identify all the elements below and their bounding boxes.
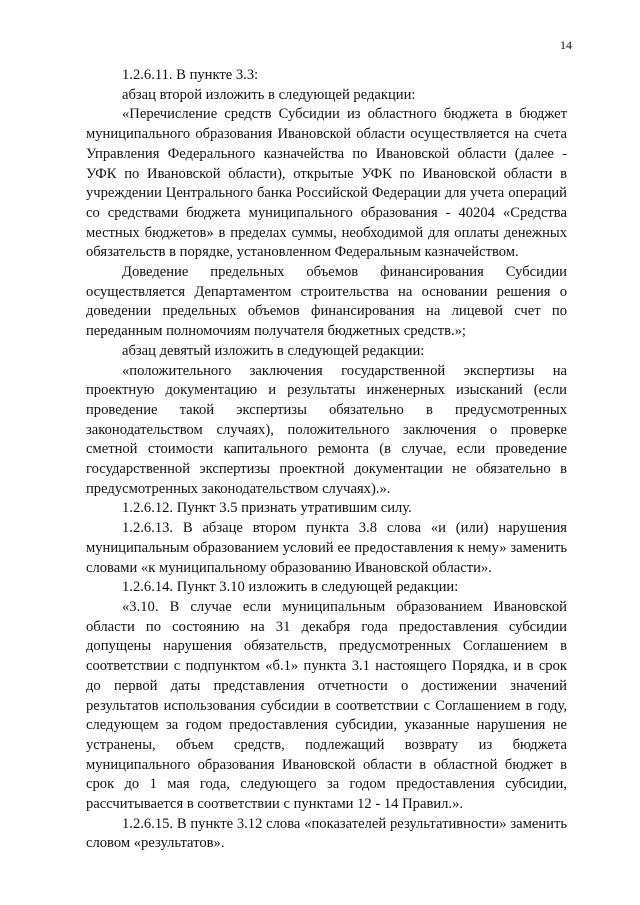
paragraph-point-3-10: «3.10. В случае если муниципальным образованием Ивановской области по состоянию на 31 декабря года предоставления субсидии допущены нарушения обязательств, предусмотренных Соглашением в соответствии с подпунктом «б.1» пункта 3.1 настоящего Порядка, и в срок до первой даты представления отчетности о достижении значений результатов использования субсидии в соответствии с Соглашением в году, следующем за годом предоставления субсидии, указанные нарушения не устранены, объем средств, подлежащий возврату из бюджета муниципального образования Ивановской области в областной бюджет в срок до 1 мая года, следующего за годом предоставления субсидии, рассчитывается в соответствии с пунктами 12 - 14 Правил.». <box>86 598 567 813</box>
paragraph-clause-1-2-6-12: 1.2.6.12. Пункт 3.5 признать утратившим силу. <box>122 500 412 517</box>
paragraph-financing-limits: Доведение предельных объемов финансирования Субсидии осуществляется Департаментом строительства на основании решения о доведении предельных объемов финансирования на лицевой счет по переданным полномочиям получателя бюджетных средств.»; <box>86 264 567 340</box>
page-number: 14 <box>560 38 572 52</box>
document-body <box>86 66 567 854</box>
paragraph-clause-1-2-6-11: 1.2.6.11. В пункте 3.3: <box>122 67 259 83</box>
paragraph-expertise-conclusion: «положительного заключения государственной экспертизы на проектную документацию и результаты инженерных изысканий (если проведение такой экспертизы обязательно в предусмотренных законодательством случаях), положительного заключения о проверке сметной стоимости капитального ремонта (в случае, если проведение государственной экспертизы проектной документации не обязательно в предусмотренных законодательством случаях).». <box>86 362 567 497</box>
paragraph-clause-1-2-6-13: 1.2.6.13. В абзаце втором пункта 3.8 слова «и (или) нарушения муниципальным образованием условий ее предоставления к нему» заменить словами «к муниципальному образованию Ивановской области». <box>86 520 567 576</box>
paragraph-clause-1-2-6-14: 1.2.6.14. Пункт 3.10 изложить в следующей редакции: <box>122 579 459 596</box>
paragraph-clause-1-2-6-15: 1.2.6.15. В пункте 3.12 слова «показателей результативности» заменить словом «результатов». <box>86 815 567 852</box>
paragraph-subsidy-transfer: «Перечисление средств Субсидии из областного бюджета в бюджет муниципального образования Ивановской области осуществляется на счета Управления Федерального казначейства по Ивановской области (далее - УФК по Ивановской области), открытые УФК по Ивановской области в учреждении Центрального банка Российской Федерации для учета операций со средствами бюджета муниципального образования - 40204 «Средства местных бюджетов» в пределах суммы, необходимой для оплаты денежных обязательств в порядке, установленном Федеральным казначейством. <box>86 106 567 261</box>
paragraph-paragraph-two-intro: абзац второй изложить в следующей редакции: <box>122 86 416 103</box>
paragraph-paragraph-nine-intro: абзац девятый изложить в следующей редакции: <box>122 342 425 359</box>
